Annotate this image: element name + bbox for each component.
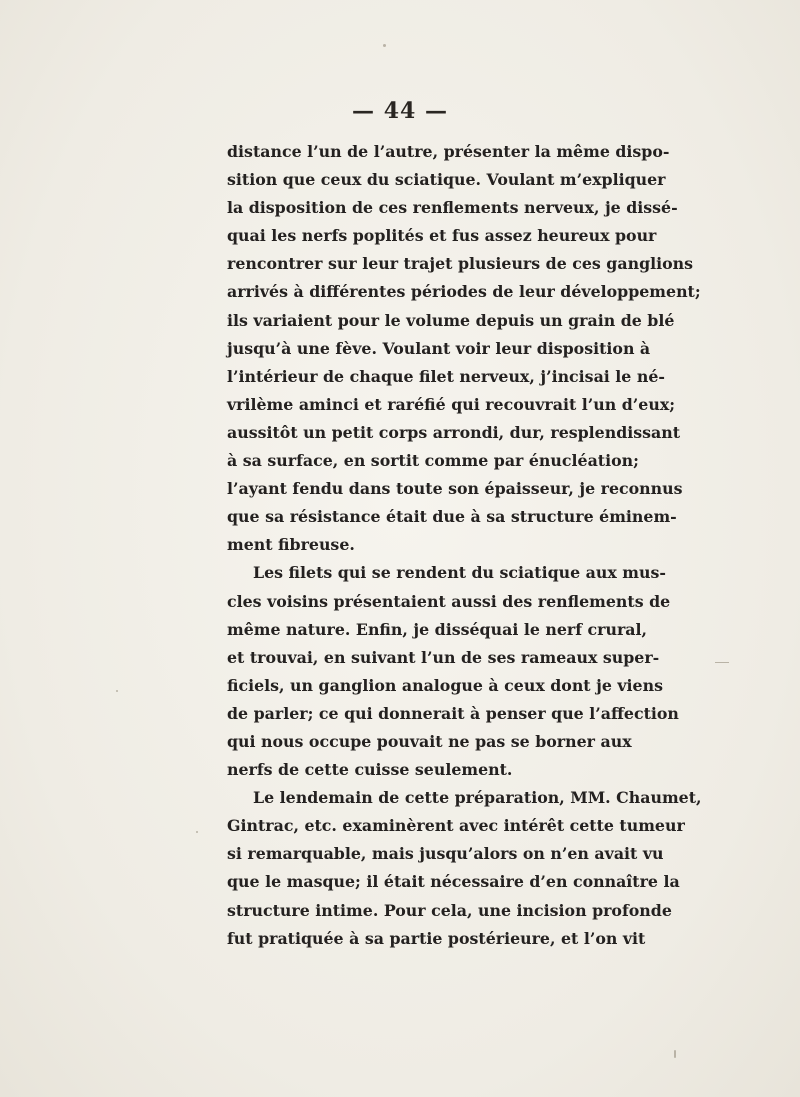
text-line: qui nous occupe pouvait ne pas se borner aux [227,731,632,751]
text-line: la disposition de ces renflements nerveux, je dissé- [227,198,678,218]
text-line: Gintrac, etc. examinèrent avec intérêt cette tumeur [227,816,685,836]
text-line: ficiels, un ganglion analogue à ceux dont je viens [227,675,663,695]
paper-speck [383,44,386,47]
text-line: à sa surface, en sortit comme par énucléation; [227,451,639,471]
paragraph-start-line: Les filets qui se rendent du sciatique aux mus- [253,563,666,583]
text-line: que sa résistance était due à sa structure éminem- [227,507,677,527]
text-line: vrilème aminci et raréfié qui recouvrait l’un d’eux; [227,394,676,414]
text-line: quai les nerfs poplités et fus assez heureux pour [227,226,657,246]
text-line: distance l’un de l’autre, présenter la même dispo- [227,142,670,161]
paper-speck [196,831,198,833]
text-line: même nature. Enfin, je disséquai le nerf crural, [227,619,648,639]
text-line: si remarquable, mais jusqu’alors on n’en avait vu [227,844,664,864]
text-line: de parler; ce qui donnerait à penser que l’affection [227,703,679,723]
text-line: fut pratiquée à sa partie postérieure, et l’on vit [227,928,646,948]
paragraph-start-line: Le lendemain de cette préparation, MM. Chaumet, [253,788,702,808]
text-line: aussitôt un petit corps arrondi, dur, resplendissant [227,422,681,442]
text-line: structure intime. Pour cela, une incision profonde [227,900,672,920]
text-line: cles voisins présentaient aussi des renflements de [227,591,671,611]
paper-speck [715,662,729,663]
text-line: l’ayant fendu dans toute son épaisseur, je reconnus [227,479,683,499]
text-line: ils variaient pour le volume depuis un grain de blé [227,310,675,330]
text-line: l’intérieur de chaque filet nerveux, j’incisai le né- [227,366,665,386]
body-text [227,138,702,953]
text-line: jusqu’à une fève. Voulant voir leur disposition à [227,338,651,358]
text-line: et trouvai, en suivant l’un de ses rameaux super- [227,647,660,667]
text-line: nerfs de cette cuisse seulement. [227,760,513,780]
text-line: sition que ceux du sciatique. Voulant m’expliquer [227,170,666,190]
paper-speck [116,690,118,692]
text-line: rencontrer sur leur trajet plusieurs de ces ganglions [227,254,694,274]
text-line: que le masque; il était nécessaire d’en connaître la [227,872,680,892]
paper-speck [674,1050,676,1058]
page-number: — 44 — [352,98,448,124]
text-line: arrivés à différentes périodes de leur développement; [227,282,701,302]
text-line: ment fibreuse. [227,535,355,555]
